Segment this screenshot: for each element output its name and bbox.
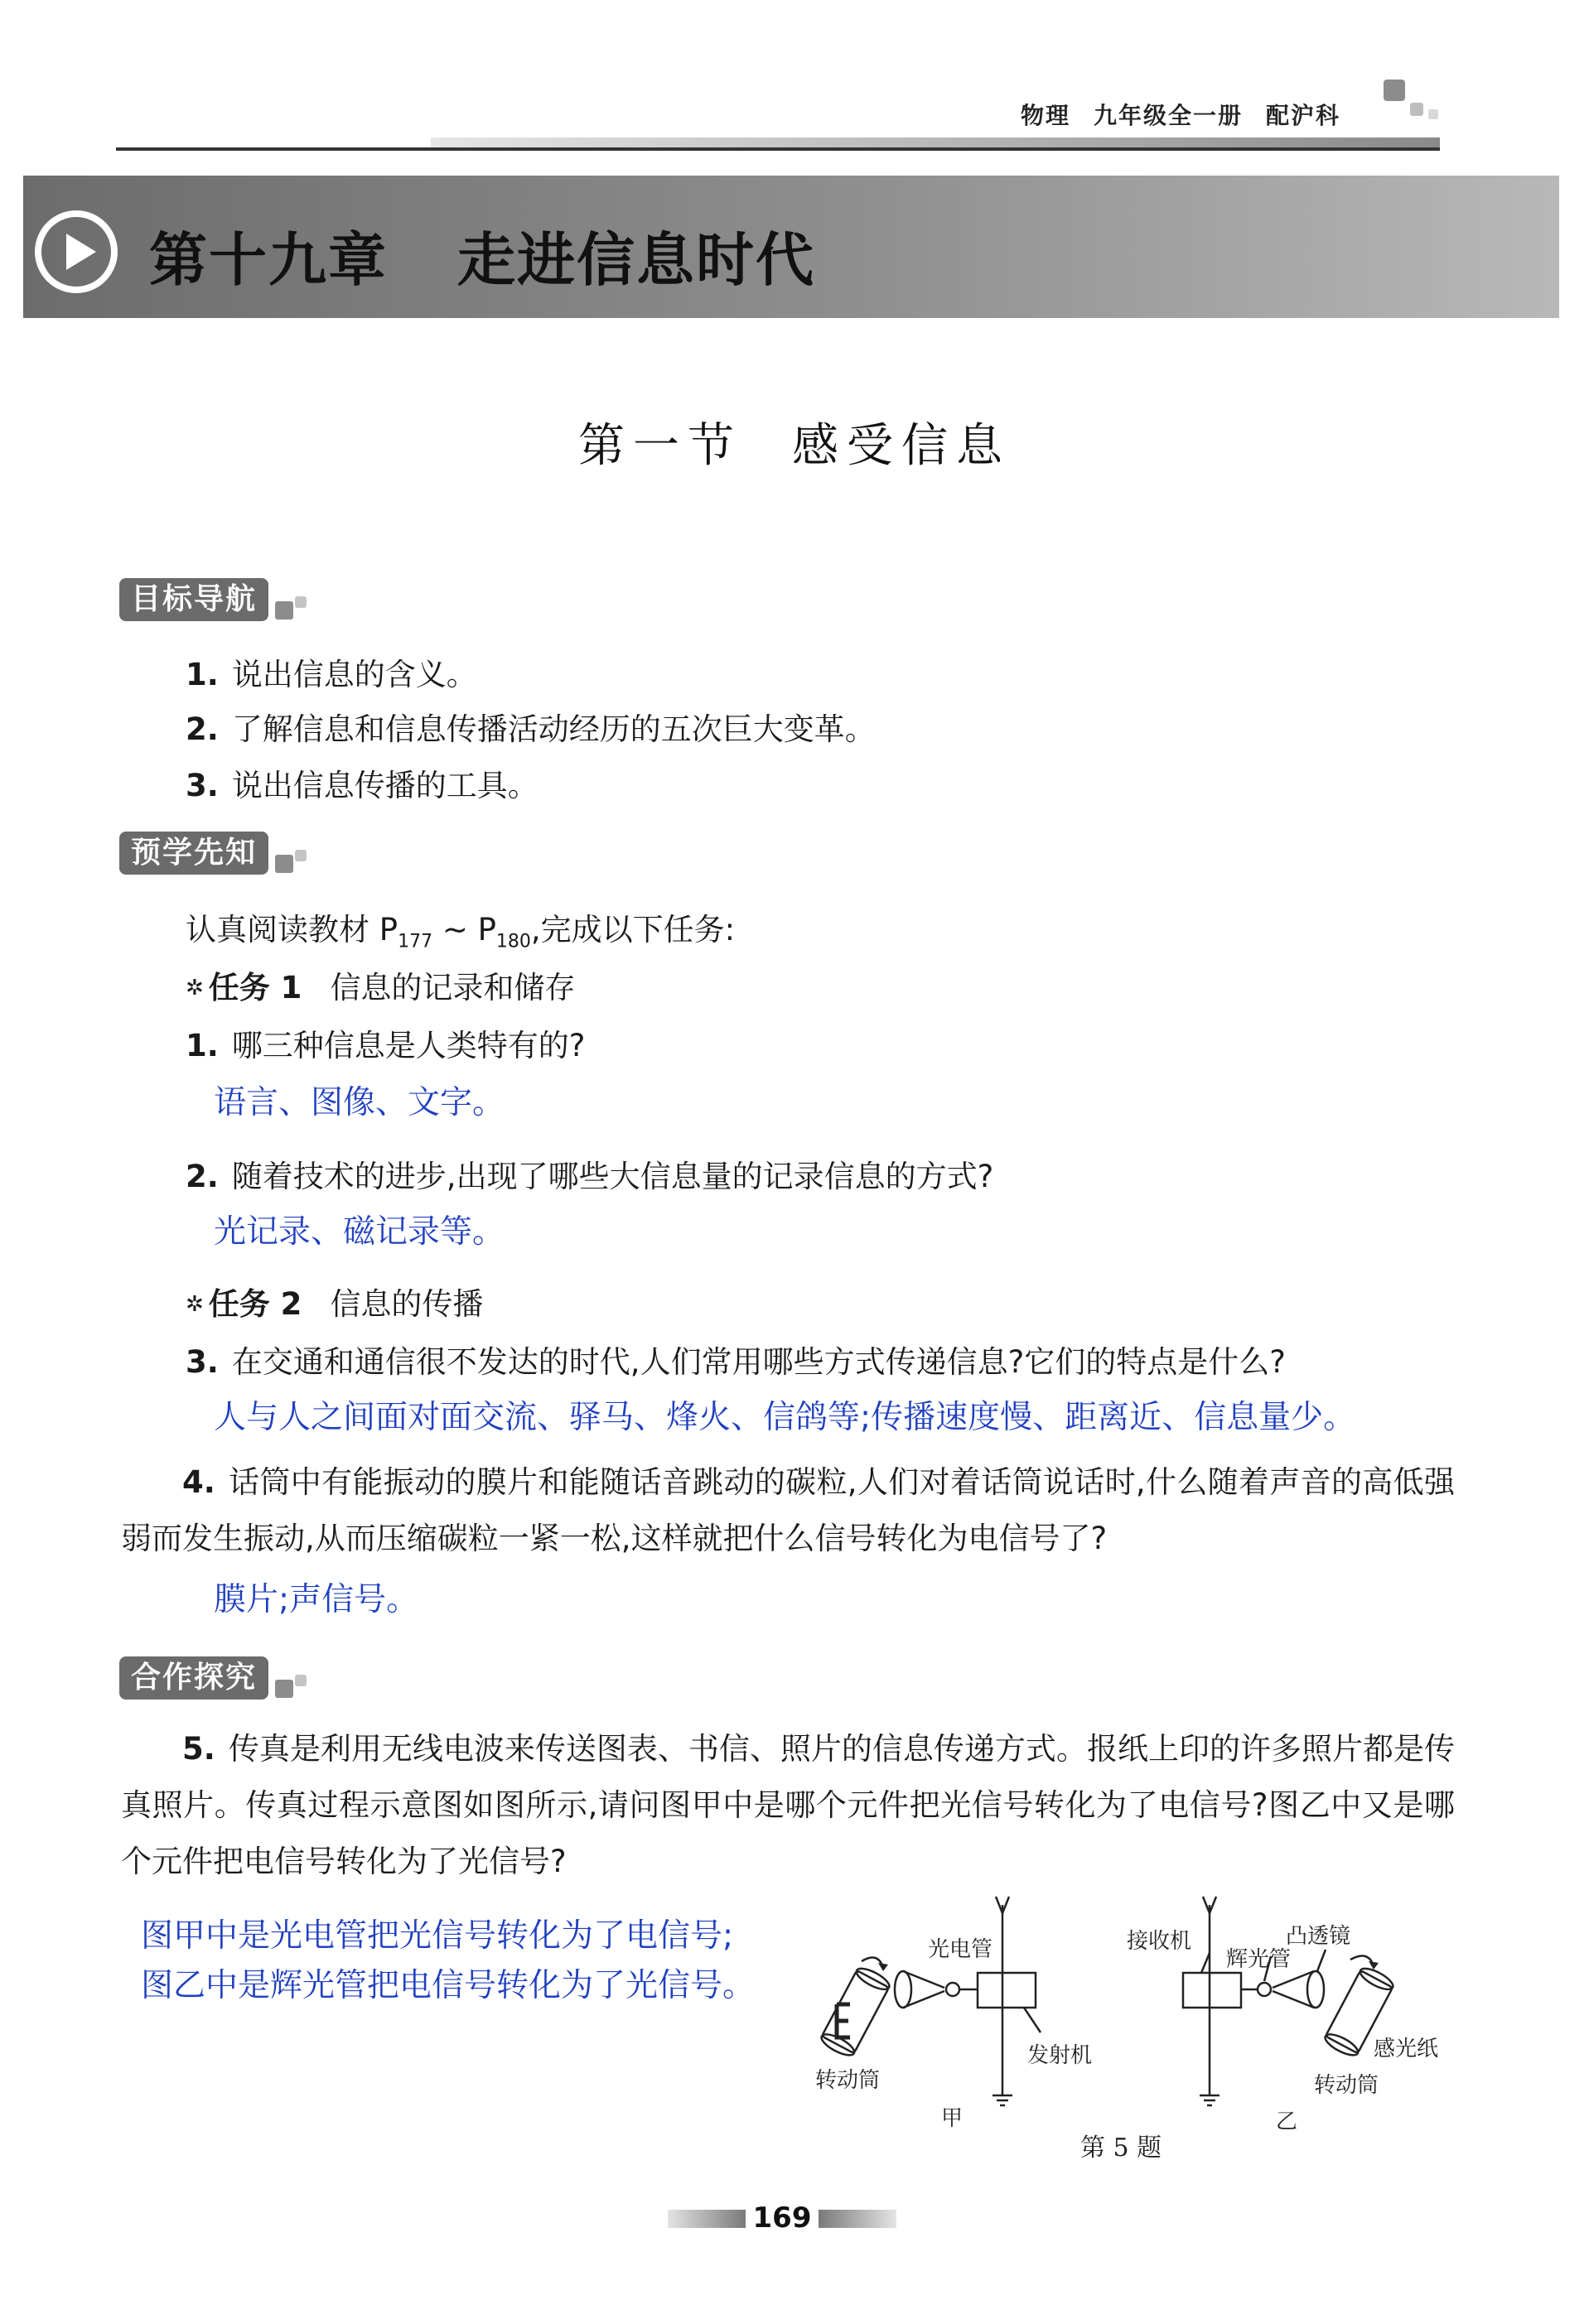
drum-a-label: 转动筒 [815, 2068, 881, 2093]
goals-tag: 目标导航 [119, 578, 268, 621]
fax-diagram [779, 1880, 1475, 2137]
section-number: 第一节 [578, 419, 742, 473]
question-3: 3. 在交通和通信很不发达的时代,人们常用哪些方式传递信息?它们的特点是什么? [186, 1344, 1286, 1380]
header-text [997, 98, 1340, 131]
header-grade: 九年级全一册 [1093, 102, 1243, 129]
answer-2: 光记录、磁记录等。 [214, 1213, 505, 1251]
figure-b-label: 乙 [1276, 2109, 1298, 2134]
lens-label: 凸透镜 [1286, 1924, 1351, 1949]
answer-4: 膜片;声信号。 [214, 1581, 419, 1618]
preview-intro: 认真阅读教材 $P_{177}$ ~ $P_{180}$,完成以下任务: [186, 912, 736, 952]
chapter-title [149, 214, 815, 297]
header-edition: 配沪科 [1265, 102, 1340, 129]
photo-paper-label: 感光纸 [1374, 2037, 1439, 2061]
question-2: 2. 随着技术的进步,出现了哪些大信息量的记录信息的方式? [186, 1159, 994, 1194]
question-4: 4. 话筒中有能振动的膜片和能随话音跳动的碳粒,人们对着话筒说话时,什么随着声音的高低强弱而发生振动,从而压缩碳粒一紧一松,这样就把什么信号转化为电信号了? [121, 1464, 1455, 1556]
tag-decor [275, 593, 325, 626]
chapter-number: 第十九章 [149, 226, 388, 294]
header-decor-square [1428, 109, 1438, 119]
section-name: 感受信息 [792, 419, 1011, 473]
section-title [0, 409, 1589, 475]
goal-item: 2. 了解信息和信息传播活动经历的五次巨大变革。 [186, 711, 876, 747]
header-rule [116, 147, 1440, 151]
transmitter-label: 发射机 [1027, 2043, 1093, 2068]
question-1: 1. 哪三种信息是人类特有的? [186, 1028, 586, 1063]
drum-b-label: 转动筒 [1314, 2073, 1379, 2098]
preview-tag: 预学先知 [119, 832, 268, 875]
header-gradient-bar [431, 137, 1440, 147]
gear-icon: ✲ [186, 976, 204, 1000]
header-decor-square [1384, 80, 1405, 101]
tag-decor [275, 846, 325, 880]
header-decor-square [1410, 103, 1423, 116]
figure-a-label: 甲 [941, 2106, 964, 2131]
goal-item: 1. 说出信息的含义。 [186, 657, 477, 692]
answer-1: 语言、图像、文字。 [214, 1084, 505, 1121]
question-5: 5. 传真是利用无线电波来传送图表、书信、照片的信息传递方式。报纸上印的许多照片都是传真照片。传真过程示意图如图所示,请问图甲中是哪个元件把光信号转化为了电信号?图乙中又是哪个元件把电信号转化为了光信号? [121, 1731, 1455, 1879]
chapter-name: 走进信息时代 [457, 226, 815, 294]
task-1-heading: ✲ 任务 1 信息的记录和储存 [186, 970, 576, 1005]
play-icon [33, 209, 119, 295]
receiver-label: 接收机 [1127, 1929, 1192, 1954]
tag-decor [275, 1671, 325, 1704]
explore-tag: 合作探究 [119, 1656, 268, 1700]
goal-item: 3. 说出信息传播的工具。 [186, 768, 539, 803]
footer-decor-bar [819, 2210, 896, 2228]
answer-3: 人与人之间面对面交流、驿马、烽火、信鸽等;传播速度慢、距离近、信息量少。 [214, 1399, 1356, 1436]
task-2-heading: ✲ 任务 2 信息的传播 [186, 1286, 484, 1322]
header-subject: 物理 [1020, 102, 1070, 129]
phototube-label: 光电管 [928, 1937, 993, 1962]
answer-5-line1: 图甲中是光电管把光信号转化为了电信号; [141, 1917, 734, 1955]
gear-icon: ✲ [186, 1292, 204, 1317]
glow-tube-label: 辉光管 [1226, 1947, 1292, 1972]
page-number: 169 [752, 2201, 812, 2235]
answer-5-line2: 图乙中是辉光管把电信号转化为了光信号。 [141, 1967, 756, 2004]
footer-decor-bar [668, 2210, 746, 2228]
figure-caption: 第 5 题 [1080, 2134, 1162, 2162]
